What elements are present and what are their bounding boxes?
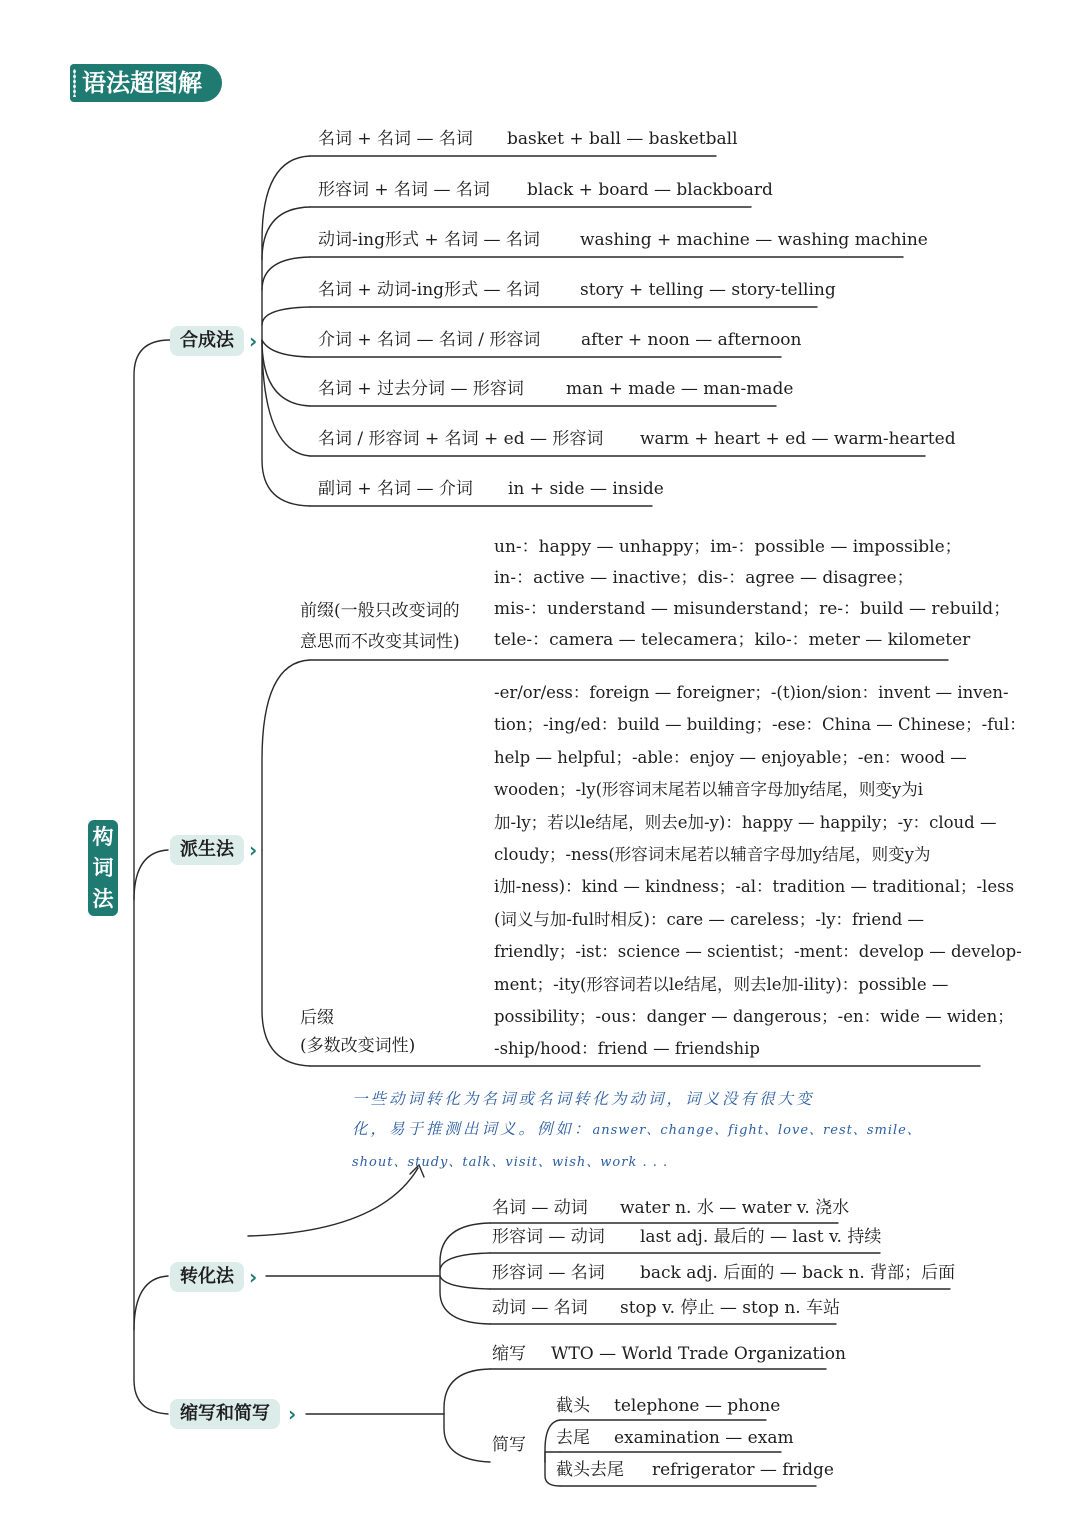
category-label: 缩写和简写 — [180, 1403, 270, 1424]
category-conversion — [170, 1262, 244, 1292]
category-compound — [170, 326, 244, 356]
conversion-example: back adj. 后面的 — back n. 背部；后面 — [640, 1263, 956, 1283]
category-label: 合成法 — [180, 330, 234, 351]
prefix-label-line: 意思而不改变其词性) — [300, 632, 460, 652]
chevron-right-icon: › — [249, 838, 258, 862]
note-line — [352, 1117, 921, 1139]
compound-example: warm + heart + ed — warm-hearted — [640, 429, 956, 449]
root-char: 词 — [92, 856, 114, 880]
trunk-line — [134, 340, 170, 1414]
compound-rule: 名词 + 过去分词 — 形容词 — [318, 379, 524, 399]
compound-example: man + made — man-made — [566, 379, 794, 399]
chevron-right-icon: › — [249, 329, 258, 353]
suffix-line: help — helpful；-able：enjoy — enjoyable；-en：wood — — [494, 747, 967, 767]
suffix-line: 加-ly；若以le结尾，则去e加-y)：happy — happily；-y：cloud — — [494, 812, 997, 832]
conversion-example: last adj. 最后的 — last v. 持续 — [640, 1227, 882, 1247]
prefix-line: mis-：understand — misunderstand；re-：build — rebuild； — [494, 599, 1011, 619]
note-examples: answer、change、fight、love、rest、smile、 — [592, 1123, 921, 1138]
compound-rule: 名词 + 名词 — 名词 — [318, 129, 473, 149]
note-text: 化，易于推测出词义。例如： — [352, 1120, 593, 1138]
suffix-line: -er/or/ess：foreign — foreigner；-(t)ion/sion：invent — inven- — [494, 683, 1009, 702]
compound-example: basket + ball — basketball — [507, 129, 738, 149]
shortening-example: examination — exam — [614, 1428, 794, 1448]
conversion-example: stop v. 停止 — stop n. 车站 — [620, 1298, 841, 1318]
conversion-rule: 形容词 — 动词 — [492, 1227, 605, 1247]
conversion-rule: 动词 — 名词 — [492, 1298, 588, 1318]
conversion-example: water n. 水 — water v. 浇水 — [620, 1198, 850, 1218]
prefix-line: in-：active — inactive；dis-：agree — disagree； — [494, 568, 914, 588]
note-arrow — [248, 1168, 418, 1236]
prefix-label — [300, 596, 460, 658]
compound-rule: 副词 + 名词 — 介词 — [318, 479, 473, 499]
note-line: shout、study、talk、visit、wish、work . . . — [352, 1155, 669, 1170]
category-derivation — [170, 835, 244, 865]
suffix-line: tion；-ing/ed：build — building；-ese：China — Chinese；-ful： — [494, 715, 1026, 735]
category-abbreviation — [170, 1399, 280, 1429]
compound-example: after + noon — afternoon — [581, 330, 802, 350]
compound-stem — [262, 156, 310, 340]
shortening-example: telephone — phone — [614, 1396, 781, 1416]
suffix-examples — [494, 677, 1026, 1066]
shortening-example: refrigerator — fridge — [652, 1460, 834, 1480]
compound-example: in + side — inside — [508, 479, 664, 499]
conversion-rule: 名词 — 动词 — [492, 1198, 588, 1218]
prefix-line: tele-：camera — telecamera；kilo-：meter — kilometer — [494, 630, 971, 650]
suffix-line: ment；-ity(形容词若以le结尾，则去le加-ility)：possible — — [494, 974, 949, 994]
shortening-label: 简写 — [492, 1435, 526, 1455]
suffix-line: friendly；-ist：science — scientist；-ment：develop — develop- — [494, 942, 1022, 962]
conversion-rule: 形容词 — 名词 — [492, 1263, 605, 1283]
compound-rule: 介词 + 名词 — 名词 / 形容词 — [318, 330, 541, 350]
suffix-label — [300, 1004, 415, 1060]
acronym-rule: 缩写 — [492, 1344, 526, 1364]
root-node — [88, 820, 118, 916]
suffix-line: i加-ness)：kind — kindness；-al：tradition — traditional；-less — [494, 877, 1015, 897]
compound-example: washing + machine — washing machine — [580, 230, 928, 250]
suffix-line: cloudy；-ness(形容词末尾若以辅音字母加y结尾，则变y为 — [494, 845, 931, 865]
suffix-label-line: (多数改变词性) — [300, 1036, 416, 1056]
trunk-to-conversion — [134, 1276, 168, 1330]
suffix-label-line: 后缀 — [300, 1008, 334, 1028]
shortening-rule: 截头 — [556, 1396, 590, 1416]
root-char: 法 — [92, 887, 114, 911]
suffix-line: (词义与加-ful时相反)：care — careless；-ly：friend — — [494, 909, 925, 929]
category-label: 派生法 — [180, 839, 234, 860]
shortening-rule: 截头去尾 — [556, 1460, 624, 1480]
compound-rule: 动词-ing形式 + 名词 — 名词 — [318, 230, 540, 250]
suffix-line: wooden；-ly(形容词末尾若以辅音字母加y结尾，则变y为i — [494, 780, 923, 800]
trunk-to-derivation — [134, 850, 168, 900]
category-label: 转化法 — [180, 1266, 234, 1287]
section-title: 语法超图解 — [82, 69, 202, 97]
suffix-line: -ship/hood：friend — friendship — [494, 1039, 760, 1059]
prefix-examples — [494, 532, 1010, 656]
acronym-example: WTO — World Trade Organization — [551, 1344, 846, 1364]
badge-dots-decoration — [73, 69, 76, 97]
compound-example: story + telling — story-telling — [580, 280, 836, 300]
shortening-rule: 去尾 — [556, 1428, 590, 1448]
note-line: 一些动词转化为名词或名词转化为动词，词义没有很大变 — [352, 1090, 815, 1108]
compound-rule: 名词 + 动词-ing形式 — 名词 — [318, 280, 540, 300]
derivation-stem — [262, 660, 310, 850]
section-title-badge — [70, 64, 222, 102]
compound-rule: 名词 / 形容词 + 名词 + ed — 形容词 — [318, 429, 604, 449]
prefix-line: un-：happy — unhappy；im-：possible — impossible； — [494, 537, 962, 557]
chevron-right-icon: › — [288, 1402, 297, 1426]
chevron-right-icon: › — [249, 1265, 258, 1289]
compound-example: black + board — blackboard — [527, 180, 773, 200]
root-char: 构 — [92, 825, 114, 849]
suffix-line: possibility；-ous：danger — dangerous；-en：wide — widen； — [494, 1007, 1014, 1027]
prefix-label-line: 前缀(一般只改变词的 — [300, 601, 460, 621]
compound-rule: 形容词 + 名词 — 名词 — [318, 180, 490, 200]
